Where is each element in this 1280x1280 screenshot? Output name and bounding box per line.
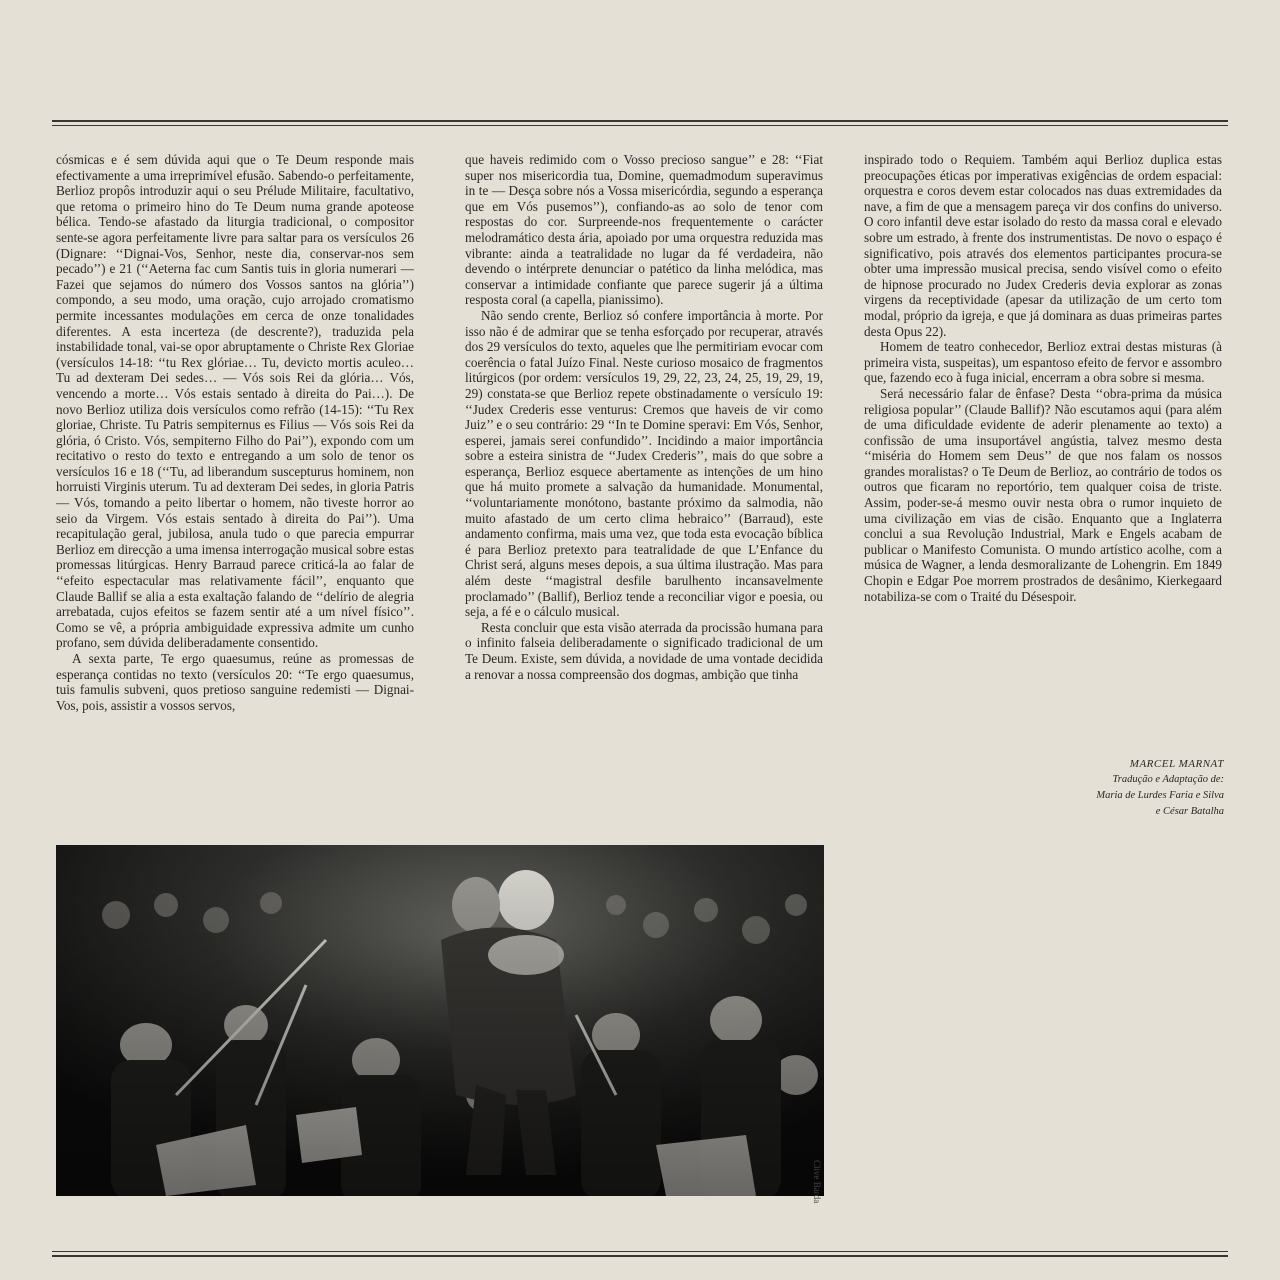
translation-credit-label: Tradução e Adaptação de:	[1112, 774, 1224, 785]
text-column-2	[465, 152, 823, 682]
column-2-paragraph-3: Resta concluir que esta visão aterrada da procissão humana para o infinito falseia deliberadamente o significado tradicional de um Te Deum. Existe, sem dúvida, a novidade de uma vontade decidida a renovar a nossa compreensão dos dogmas, ambição que tinha	[465, 619, 823, 682]
column-1-paragraph-2: A sexta parte, Te ergo quaesumus, reúne as promessas de esperança contidas no texto (versículos 20: ‘‘Te ergo quaesumus, tuis famulis subveni, quos pretioso sanguine redemisti — Dignai-Vos, pois, assistir a vossos servos,	[56, 651, 414, 713]
text-column-3	[864, 152, 1222, 604]
photo-credit: Clive Barda	[812, 1160, 822, 1204]
column-1-paragraph-1: cósmicas e é sem dúvida aqui que o Te Deum responde mais efectivamente a uma irreprimível efusão. Sabendo-o perfeitamente, Berlioz propôs introduzir aqui o seu Prélude Militaire, facultativo, que retoma o primeiro hino do Te Deum numa grande apoteose bélica. Tendo-se afastado da liturgia tradicional, o compositor sente-se agora perfeitamente livre para saltar para os versículos 26 (Dignare: ‘‘Dignai-Vos, Senhor, neste dia, conservar-nos sem pecado’’) e 21 (‘‘Aeterna fac cum Santis tuis in gloria numerari — Fazei que sejamos do número dos Vossos santos na glória’’) compondo, a seu modo, uma oração, cujo arrojado cromatismo permite incessantes modulações em cerca de onze tonalidades diferentes. A esta incerteza (de descrente?), traduzida pela instabilidade tonal, vai-se opor abruptamente o Christe Rex Gloriae (versículos 14-18: ‘‘tu Rex glóriae… Tu, devicto mortis aculeo… Tu ad dexteram Dei sedes… — Vós sois Rei da glória… Vós, vencendo a morte… Vós estais sentado à direita do Pai…). De novo Berlioz utiliza dois versículos como refrão (14-15): ‘‘Tu Rex gloriae, Christe. Tu Patris sempiternus es Filius — Vós sois Rei da glória, ó Cristo. Vós, sempiterno Filho do Pai’’), expondo com um recitativo o resto do texto e entregando a um solo de tenor os versículos 16 e 18 (‘‘Tu, ad liberandum suscepturus hominem, non horruisti Virginis uterum. Tu ad dexteram Dei sedes, in gloria Patris — Vós, tomando a peito libertar o homem, não tiveste horror ao seio da Virgem. Vós estais sentado à direita do Pai’’). Uma recapitulação geral, jubilosa, anula tudo o que parecia empurrar Berlioz em direcção a uma imensa interrogação musical sobre estas promessas litúrgicas. Henry Barraud parece criticá-la ao falar de ‘‘efeito espectacular mas relativamente fácil’’, enquanto que Claude Ballif se alia a esta exaltação falando de ‘‘delírio de alegria arrebatada, cujos efeitos se fazem sentir até a um nível físico’’. Como se vê, a própria ambiguidade expressiva admite um cunho profano, sem dúvida deliberadamente consentido.	[56, 152, 414, 651]
author-name: MARCEL MARNAT	[1129, 758, 1224, 770]
column-2-paragraph-1: que haveis redimido com o Vosso precioso sangue’’ e 28: ‘‘Fiat super nos misericordia tua, Domine, quemadmodum superavimus in te — Desça sobre nós a Vossa misericórdia, segundo a esperança que em Vós pusemos’’), confiando-as ao solo de tenor com respostas do cor. Surpreende-nos frequentemente o carácter melodramático desta ária, apoiado por uma orquestra reduzida mas vibrante: ainda a teatralidade no lugar da fé verdadeira, não devendo o intérprete denunciar o patético da linha melódica, mas conservar a intimidade confiante que parece sugerir já a última resposta coral (a capella, pianissimo).	[465, 152, 823, 308]
orchestra-photo	[56, 845, 824, 1196]
translator-name-2: e César Batalha	[1155, 806, 1224, 817]
orchestra-photo-illustration	[56, 845, 824, 1196]
author-signature	[864, 756, 1224, 820]
column-2-paragraph-2: Não sendo crente, Berlioz só confere importância à morte. Por isso não é de admirar que se tenha esforçado por recuperar, através dos 29 versículos do texto, aqueles que lhe permitiriam evocar com coerência o fatal Juízo Final. Neste curioso mosaico de fragmentos litúrgicos (por ordem: versículos 19, 29, 22, 23, 24, 25, 19, 29, 19, 29) constata-se que Berlioz repete obstinadamente o versículo 19: ‘‘Judex Crederis esse venturus: Cremos que haveis de vir como Juiz’’ e o seu contrário: 29 ‘‘In te Domine speravi: Em Vós, Senhor, esperei, jamais serei confundido’’. Incidindo a maior importância sobre a esteira sinistra de ‘‘Judex Crederis’’, mais do que sobre a esperança, Berlioz esquece abertamente as intenções de um hino que há muito promete a salvação da humanidade. Monumental, ‘‘voluntariamente monótono, bastante próximo da salmodia, não muito afastado de um certo clima hebraico’’ (Barraud), este andamento confirma, mais uma vez, que toda esta evocação bíblica é para Berlioz pretexto para teatralidade de que L’Enfance du Christ será, alguns meses depois, a sua última ilustração. Mas para além deste ‘‘magistral desfile barulhento incansavelmente proclamado’’ (Ballif), Berlioz tende a reconciliar vigor e poesia, ou seja, a fé e o cálculo musical.	[465, 307, 823, 620]
text-column-1	[56, 152, 414, 713]
bottom-double-rule	[52, 1248, 1228, 1257]
column-3-paragraph-2: Homem de teatro conhecedor, Berlioz extrai destas misturas (à primeira vista, suspeitas), um espantoso efeito de fervor e assombro que, fazendo eco à fuga inicial, encerram a obra sobre si mesma.	[864, 339, 1222, 386]
top-double-rule	[52, 120, 1228, 126]
column-3-paragraph-1: inspirado todo o Requiem. Também aqui Berlioz duplica estas preocupações éticas por imperativas exigências de ordem espacial: orquestra e coros devem estar colocados nas duas extremidades da nave, a fim de que a mensagem pareça vir dos confins do universo. O coro infantil deve estar isolado do resto da massa coral e elevado sobre um estrado, à frente dos instrumentistas. De novo o espaço é significativo, pois através dos elementos participantes procura-se obter uma impressão musical precisa, sendo visível como o efeito de hipnose procurado no Judex Crederis devia explorar as zonas virgens da receptividade (apesar da utilização de um certo tom modal, próprio da igreja, e que já dominara as duas primeiras partes desta Opus 22).	[864, 152, 1222, 339]
column-3-paragraph-3: Será necessário falar de ênfase? Desta ‘‘obra-prima da música religiosa popular’’ (Claude Ballif)? Não escutamos aqui (para além de uma dificuldade evidente de aderir plenamente ao texto) a confissão de uma insuportável angústia, talvez mesmo desta ‘‘miséria do Homem sem Deus’’ de que nos falam os nossos grandes moralistas? o Te Deum de Berlioz, ao contrário de todos os outros que ficaram no reportório, tem qualquer coisa de triste. Assim, poder-se-á mesmo ouvir nesta obra o rumor inquieto de uma civilização em vias de cisão. Enquanto que a Inglaterra conclui a sua Revolução Industrial, Mark e Engels acabam de publicar o Manifesto Comunista. O mundo artístico acolhe, com a música de Wagner, a lenda desmoralizante de Lohengrin. Em 1849 Chopin e Edgar Poe morrem prostrados de desânimo, Kierkegaard notabiliza-se com o Traité du Désespoir.	[864, 385, 1222, 604]
translator-name-1: Maria de Lurdes Faria e Silva	[1096, 790, 1224, 801]
